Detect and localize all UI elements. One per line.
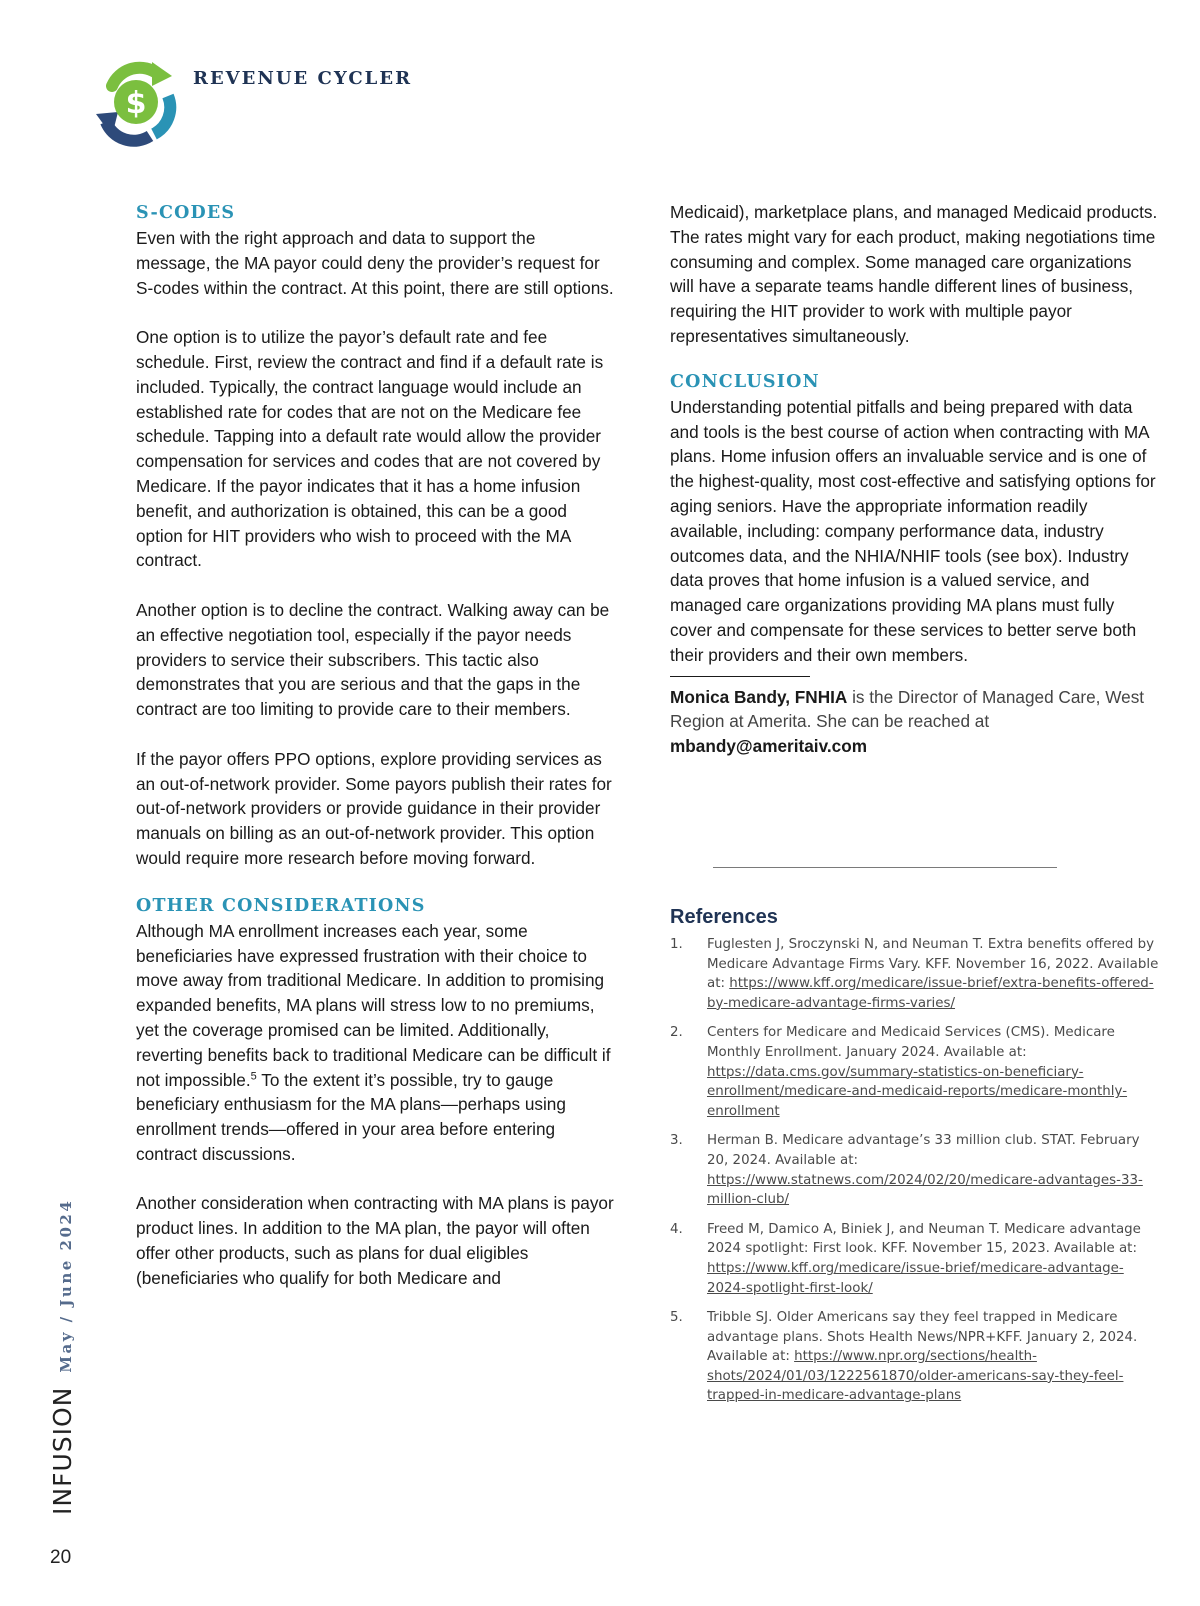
issue-date: May / June 2024	[57, 1198, 75, 1373]
reference-text: Freed M, Damico A, Biniek J, and Neuman T. Medicare advantage 2024 spotlight: First look. KFF. November 15, 2023. Available at:	[707, 1221, 1141, 1257]
reference-number: 2.	[670, 1025, 683, 1041]
page-number: 20	[50, 1547, 72, 1568]
references	[670, 906, 1162, 1416]
s-codes-paragraph-4: If the payor offers PPO options, explore providing services as an out-of-network provider. Some payors publish their rates for out-of-network providers or provide guidance in their provider manuals on billing as an out-of-network provider. This option would require more research before moving forward.	[136, 748, 612, 868]
reference-text: Centers for Medicare and Medicaid Services (CMS). Medicare Monthly Enrollment. January 2024. Available at:	[707, 1025, 1115, 1060]
reference-item	[670, 935, 1162, 1013]
other-considerations-paragraph-2: Another consideration when contracting with MA plans is payor product lines. In addition to the MA plan, the payor will often offer other products, such as plans for dual eligibles (beneficiaries who qualify for both Medicare and	[136, 1193, 614, 1288]
reference-number: 1.	[670, 937, 683, 952]
reference-number: 4.	[670, 1221, 683, 1237]
s-codes-heading: S-CODES	[136, 203, 236, 223]
other-considerations-heading: OTHER CONSIDERATIONS	[136, 895, 426, 916]
references-list	[670, 935, 1162, 1406]
reference-link[interactable]: https://www.kff.org/medicare/issue-brief/medicare-advantage-2024-spotlight-first-look/	[707, 1260, 1124, 1296]
reference-text: Fuglesten J, Sroczynski N, and Neuman T. Extra benefits offered by Medicare Advantage Firms Vary. KFF. November 16, 2022. Available at:	[707, 937, 1159, 992]
conclusion-paragraph: Understanding potential pitfalls and being prepared with data and tools is the best course of action when contracting with MA plans. Home infusion offers an invaluable service and is one of the highest-quality, most cost-effective and satisfying options for aging seniors. Have the appropriate information readily available, including: company performance data, industry outcomes data, and the NHIA/NHIF tools (see box). Industry data proves that home infusion is a valued service, and managed care organizations providing MA plans must fully cover and compensate for these services to better serve both their providers and their own members.	[670, 396, 1156, 665]
reference-item	[670, 1023, 1162, 1121]
svg-text:$: $	[125, 86, 147, 121]
s-codes-paragraph-1: Even with the right approach and data to support the message, the MA payor could deny the provider’s request for S-codes within the contract. At this point, there are still options.	[136, 228, 614, 298]
left-column	[136, 200, 614, 1291]
reference-link[interactable]: https://data.cms.gov/summary-statistics-on-beneficiary-enrollment/medicare-and-medicaid-reports/medicare-monthly-enrollment	[707, 1064, 1128, 1119]
section-label: REVENUE CYCLER	[193, 68, 413, 89]
reference-number: 3.	[670, 1133, 683, 1149]
reference-item	[670, 1308, 1162, 1406]
s-codes-paragraph-2: One option is to utilize the payor’s default rate and fee schedule. First, review the contract and find if a default rate is included. Typically, the contract language would include an established rate for codes that are not on the Medicare fee schedule. Tapping into a default rate would allow the provider compensation for services and codes that are not covered by Medicare. If the payor indicates that it has a home infusion benefit, and authorization is obtained, this can be a good option for HIT providers who wish to proceed with the MA contract.	[136, 327, 604, 571]
magazine-brand: INFUSION	[48, 1386, 77, 1515]
continued-paragraph: Medicaid), marketplace plans, and managed Medicaid products. The rates might vary for each product, making negotiations time consuming and complex. Some managed care organizations will have a separate teams handle different lines of business, requiring the HIT provider to work with multiple payor representatives simultaneously.	[670, 202, 1158, 346]
s-codes-paragraph-3: Another option is to decline the contract. Walking away can be an effective negotiation tool, especially if the payor needs providers to service their subscribers. This tactic also demonstrates that you are serious and that the gaps in the contract are too limiting to provide care to their members.	[136, 599, 610, 720]
vertical-footer	[48, 1199, 77, 1515]
author-bio-text: is the Director of Managed Care, West Region at Amerita. She can be reached at	[670, 686, 1145, 732]
other-considerations-paragraph-1	[136, 919, 614, 1167]
reference-item	[670, 1131, 1162, 1209]
paragraph-text: To the extent it’s possible, try to gauge beneficiary enthusiasm for the MA plans—perhaps using enrollment trends—offered in your area before entering contract discussions.	[136, 1069, 566, 1164]
reference-number: 5.	[670, 1310, 683, 1326]
reference-text: Tribble SJ. Older Americans say they feel trapped in Medicare advantage plans. Shots Health News/NPR+KFF. January 2, 2024. Available at:	[707, 1310, 1138, 1365]
reference-link[interactable]: https://www.kff.org/medicare/issue-brief/extra-benefits-offered-by-medicare-advantage-firms-varies/	[707, 976, 1154, 1011]
dollar-cycle-icon	[90, 56, 182, 148]
citation-superscript: 5	[250, 1069, 257, 1082]
reference-text: Herman B. Medicare advantage’s 33 million club. STAT. February 20, 2024. Available at:	[707, 1133, 1140, 1168]
paragraph-text: Although MA enrollment increases each year, some beneficiaries have expressed frustration with their choice to move away from traditional Medicare. In addition to promising expanded benefits, MA plans will stress low to no premiums, yet the coverage promised can be limited. Additionally, reverting benefits back to traditional Medicare can be difficult if not impossible.	[136, 920, 611, 1090]
author-bio	[670, 685, 1158, 759]
conclusion-heading: CONCLUSION	[670, 371, 820, 392]
reference-link[interactable]: https://www.statnews.com/2024/02/20/medicare-advantages-33-million-club/	[707, 1172, 1143, 1208]
author-email[interactable]: mbandy@ameritaiv.com	[670, 736, 867, 757]
references-title: References	[670, 906, 778, 928]
right-column	[670, 200, 1158, 759]
reference-link[interactable]: https://www.npr.org/sections/health-shots/2024/01/03/1222561870/older-americans-say-they-feel-trapped-in-medicare-advantage-plans	[707, 1349, 1124, 1404]
author-divider	[670, 676, 810, 677]
section-divider	[713, 867, 1057, 868]
reference-item	[670, 1220, 1162, 1298]
author-name: Monica Bandy, FNHIA	[670, 686, 848, 707]
